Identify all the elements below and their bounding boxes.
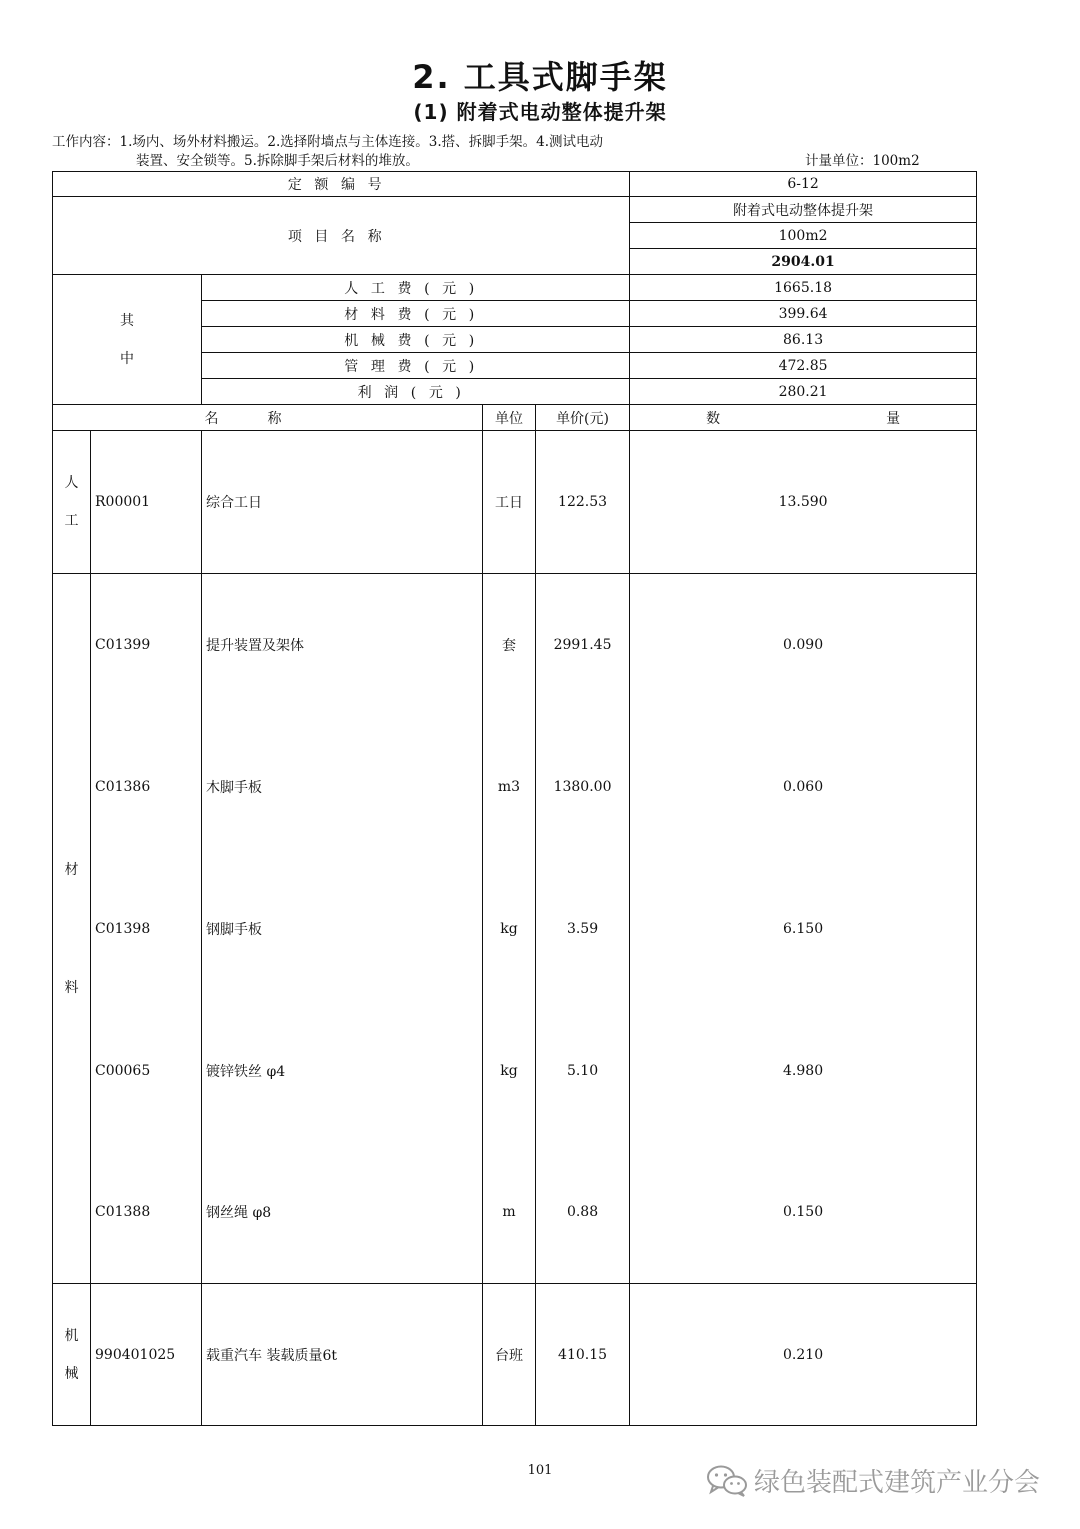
row-qty: 13.590 bbox=[630, 431, 977, 574]
row-price: 5.10 bbox=[536, 1000, 630, 1142]
row-name: 镀锌铁丝 φ4 bbox=[202, 1000, 483, 1142]
cost-value: 280.21 bbox=[630, 379, 977, 405]
row-name: 木脚手板 bbox=[202, 716, 483, 858]
row-price: 0.88 bbox=[536, 1142, 630, 1284]
row-qty: 0.060 bbox=[630, 716, 977, 858]
page-title: 2. 工具式脚手架 bbox=[412, 58, 668, 96]
row-price: 410.15 bbox=[536, 1284, 630, 1426]
item-name-label: 项目名称 bbox=[53, 197, 630, 275]
watermark bbox=[706, 1462, 1040, 1499]
col-header-quantity: 数 量 bbox=[630, 405, 977, 431]
row-qty: 6.150 bbox=[630, 858, 977, 1000]
row-qty: 4.980 bbox=[630, 1000, 977, 1142]
table-row bbox=[53, 1284, 977, 1426]
row-code: C00065 bbox=[91, 1000, 202, 1142]
row-code: R00001 bbox=[91, 431, 202, 574]
row-price: 2991.45 bbox=[536, 574, 630, 716]
cost-label: 人工费(元) bbox=[202, 275, 630, 301]
group-label-machine: 机 械 bbox=[53, 1284, 91, 1426]
row-code: C01386 bbox=[91, 716, 202, 858]
work-content-line-1: 工作内容：1.场内、场外材料搬运。2.选择附墙点与主体连接。3.搭、拆脚手架。4.测试电动 bbox=[52, 134, 604, 150]
of-which-label: 其 中 bbox=[53, 275, 202, 405]
table-row bbox=[53, 1000, 977, 1142]
row-unit: 工日 bbox=[483, 431, 536, 574]
quota-table bbox=[52, 171, 977, 1426]
row-unit: m3 bbox=[483, 716, 536, 858]
group-label-labor: 人 工 bbox=[53, 431, 91, 574]
row-qty: 0.210 bbox=[630, 1284, 977, 1426]
base-price-value: 2904.01 bbox=[630, 249, 977, 275]
row-price: 1380.00 bbox=[536, 716, 630, 858]
row-qty: 0.090 bbox=[630, 574, 977, 716]
cost-value: 1665.18 bbox=[630, 275, 977, 301]
row-price: 122.53 bbox=[536, 431, 630, 574]
cost-value: 472.85 bbox=[630, 353, 977, 379]
watermark-text: 绿色装配式建筑产业分会 bbox=[754, 1468, 1041, 1498]
row-code: 990401025 bbox=[91, 1284, 202, 1426]
quota-no-value: 6-12 bbox=[630, 172, 977, 197]
row-name: 提升装置及架体 bbox=[202, 574, 483, 716]
cost-label: 材料费(元) bbox=[202, 301, 630, 327]
row-name: 载重汽车 装载质量6t bbox=[202, 1284, 483, 1426]
item-name-value: 附着式电动整体提升架 bbox=[630, 197, 977, 223]
measurement-unit-note: 计量单位：100m2 bbox=[805, 153, 920, 169]
col-header-unit: 单位 bbox=[483, 405, 536, 431]
work-content-line-2: 装置、安全锁等。5.拆除脚手架后材料的堆放。 bbox=[136, 153, 419, 169]
cost-label: 机械费(元) bbox=[202, 327, 630, 353]
page-number: 101 bbox=[527, 1463, 553, 1478]
row-name: 综合工日 bbox=[202, 431, 483, 574]
row-price: 3.59 bbox=[536, 858, 630, 1000]
table-row bbox=[53, 574, 977, 716]
quota-no-label: 定额编号 bbox=[53, 172, 630, 197]
section-subtitle: (1) 附着式电动整体提升架 bbox=[413, 100, 667, 124]
cost-value: 86.13 bbox=[630, 327, 977, 353]
item-unit-value: 100m2 bbox=[630, 223, 977, 249]
row-unit: 套 bbox=[483, 574, 536, 716]
wechat-icon bbox=[706, 1464, 748, 1498]
row-code: C01399 bbox=[91, 574, 202, 716]
table-row bbox=[53, 1142, 977, 1284]
group-label-material: 材 料 bbox=[53, 574, 91, 1284]
row-qty: 0.150 bbox=[630, 1142, 977, 1284]
cost-value: 399.64 bbox=[630, 301, 977, 327]
table-row bbox=[53, 716, 977, 858]
col-header-name: 名称 bbox=[53, 405, 483, 431]
row-unit: kg bbox=[483, 858, 536, 1000]
row-code: C01398 bbox=[91, 858, 202, 1000]
row-code: C01388 bbox=[91, 1142, 202, 1284]
cost-label: 管理费(元) bbox=[202, 353, 630, 379]
col-header-unit-price: 单价(元) bbox=[536, 405, 630, 431]
table-row bbox=[53, 431, 977, 574]
row-unit: kg bbox=[483, 1000, 536, 1142]
row-name: 钢丝绳 φ8 bbox=[202, 1142, 483, 1284]
cost-label: 利润(元) bbox=[202, 379, 630, 405]
row-unit: m bbox=[483, 1142, 536, 1284]
table-row bbox=[53, 858, 977, 1000]
row-name: 钢脚手板 bbox=[202, 858, 483, 1000]
row-unit: 台班 bbox=[483, 1284, 536, 1426]
